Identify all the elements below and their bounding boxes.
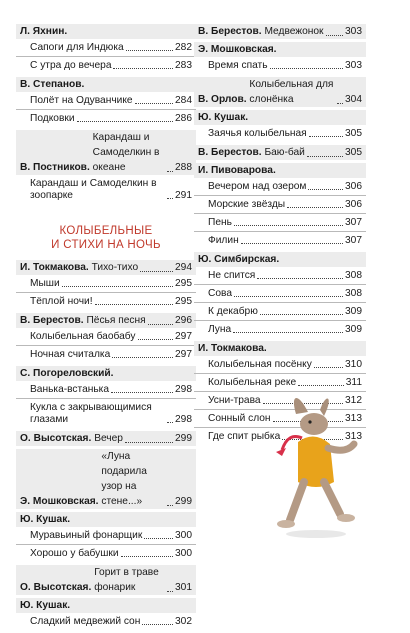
entry-title: К декабрю (208, 306, 258, 317)
author-name: В. Берестов. (198, 147, 262, 158)
author-name: С. Погореловский. (20, 368, 114, 379)
dot-leader (287, 206, 343, 208)
toc-section (16, 512, 196, 562)
author-row (16, 313, 196, 328)
dot-leader (142, 623, 173, 625)
entry-title: Сонный слон (208, 413, 271, 424)
toc-entry (16, 346, 196, 363)
toc-entry (194, 196, 366, 214)
entry-title: Вечер (94, 433, 123, 444)
toc-entry (16, 399, 196, 428)
dot-leader (233, 331, 343, 333)
dot-leader (260, 313, 343, 315)
toc-section (16, 77, 196, 127)
toc-entry (16, 527, 196, 545)
dot-leader (167, 590, 173, 592)
page-number: 300 (175, 548, 192, 559)
left-column (16, 22, 196, 633)
toc-entry (194, 57, 366, 74)
author-name: Л. Яхнин. (20, 26, 68, 37)
page-number: 312 (345, 395, 362, 406)
dot-leader (307, 155, 343, 157)
toc-entry (16, 545, 196, 562)
dot-leader (308, 188, 343, 190)
dot-leader (337, 102, 343, 104)
toc-section (194, 163, 366, 249)
toc-section (16, 565, 196, 595)
toc-section (194, 145, 366, 160)
dot-leader (138, 338, 174, 340)
right-column (194, 22, 366, 448)
page-number: 313 (345, 413, 362, 424)
author-row (16, 512, 196, 527)
dot-leader (257, 277, 343, 279)
entry-title: Хорошо у бабушки (30, 548, 119, 559)
heading-line: И СТИХИ НА НОЧЬ (51, 239, 161, 251)
dot-leader (144, 537, 173, 539)
page-number: 284 (175, 95, 192, 106)
dot-leader (167, 170, 173, 172)
toc-entry (16, 110, 196, 127)
page-number: 296 (175, 315, 192, 326)
page-number: 297 (175, 331, 192, 342)
author-row (194, 163, 366, 178)
entry-title: Пень (208, 217, 232, 228)
dot-leader (148, 323, 173, 325)
author-name: Ю. Кушак. (20, 600, 71, 611)
page-number: 297 (175, 349, 192, 360)
toc-entry (194, 178, 366, 196)
page-number: 309 (345, 306, 362, 317)
author-name: Ю. Симбирская. (198, 254, 280, 265)
toc-entry (16, 328, 196, 346)
dot-leader (77, 120, 173, 122)
author-name: О. Высотская. (20, 433, 92, 444)
page-number: 295 (175, 278, 192, 289)
toc-entry (194, 321, 366, 338)
toc-entry (194, 374, 366, 392)
toc-entry (194, 356, 366, 374)
entry-title: Луна (208, 324, 232, 335)
entry-title: Ванька-встанька (30, 384, 110, 395)
author-name: В. Берестов. (20, 315, 84, 326)
dot-leader (309, 135, 343, 137)
entry-title: Тихо-тихо (91, 262, 139, 273)
entry-title: Усни-трава (208, 395, 261, 406)
author-row (16, 366, 196, 381)
author-row (194, 24, 366, 39)
toc-section (194, 42, 366, 74)
author-name: Э. Мошковская. (20, 496, 99, 507)
toc-entry (16, 293, 196, 310)
author-row (16, 130, 196, 175)
page-number: 313 (345, 431, 362, 442)
dot-leader (270, 67, 343, 69)
page-number: 295 (175, 296, 192, 307)
dot-leader (125, 441, 173, 443)
toc-section (16, 598, 196, 630)
toc-entry (194, 285, 366, 303)
author-row (16, 260, 196, 275)
toc-entry (194, 267, 366, 285)
toc-entry (16, 275, 196, 293)
author-row (16, 449, 196, 509)
author-name: В. Орлов. (198, 94, 247, 105)
running-hare-illustration (268, 392, 364, 542)
toc-entry (16, 92, 196, 110)
entry-title: Ночная считалка (30, 349, 111, 360)
entry-title: Подковки (30, 113, 75, 124)
entry-title: Полёт на Одуванчике (30, 95, 133, 106)
author-name: Ю. Кушак. (198, 112, 249, 123)
entry-title: Медвежонок (264, 26, 324, 37)
toc-section (194, 77, 366, 107)
entry-title: Карандаш и Самоделкин в океане (92, 132, 160, 173)
author-row (16, 565, 196, 595)
dot-leader (112, 356, 173, 358)
entry-title: Колыбельная для слонёнка (249, 79, 334, 105)
heading-line: КОЛЫБЕЛЬНЫЕ (59, 225, 153, 237)
page-number: 283 (175, 60, 192, 71)
entry-title: Карандаш и Самоделкин в зоопарке (30, 178, 157, 201)
author-row (16, 431, 196, 446)
dot-leader (121, 555, 173, 557)
dot-leader (135, 102, 173, 104)
toc-entry (194, 303, 366, 321)
toc-section (16, 260, 196, 310)
page-number: 303 (345, 60, 362, 71)
toc-section (16, 313, 196, 363)
page-number: 306 (345, 199, 362, 210)
page-number: 305 (345, 128, 362, 139)
page-number: 294 (175, 262, 192, 273)
entry-title: «Луна подарила узор на стене...» (101, 451, 147, 507)
dot-leader (326, 34, 343, 36)
dot-leader (298, 384, 344, 386)
author-name: В. Берестов. (198, 26, 262, 37)
page-number: 307 (345, 217, 362, 228)
dot-leader (241, 242, 343, 244)
page-number: 311 (345, 377, 362, 388)
page-number: 298 (175, 384, 192, 395)
author-row (16, 24, 196, 39)
dot-leader (62, 285, 173, 287)
toc-section (194, 252, 366, 338)
author-row (194, 110, 366, 125)
author-name: В. Постников. (20, 162, 90, 173)
toc-section (16, 431, 196, 446)
author-row (16, 77, 196, 92)
entry-title: Не спится (208, 270, 256, 281)
dot-leader (126, 49, 173, 51)
author-row (16, 598, 196, 613)
page-number: 288 (175, 162, 192, 173)
entry-title: Баю-бай (264, 147, 305, 158)
dot-leader (113, 67, 173, 69)
author-name: И. Токмакова. (198, 343, 267, 354)
page-number: 302 (175, 616, 192, 627)
author-row (194, 252, 366, 267)
page-number: 299 (175, 433, 192, 444)
entry-title: С утра до вечера (30, 60, 112, 71)
page-number: 298 (175, 414, 192, 425)
author-row (194, 77, 366, 107)
entry-title: Морские звёзды (208, 199, 286, 210)
toc-section (16, 366, 196, 428)
toc-section (16, 449, 196, 509)
page-number: 306 (345, 181, 362, 192)
dot-leader (167, 504, 173, 506)
dot-leader (234, 295, 343, 297)
page-number: 305 (345, 147, 362, 158)
page-number: 304 (345, 94, 362, 105)
page-number: 309 (345, 324, 362, 335)
page-number: 307 (345, 235, 362, 246)
toc-entry (194, 125, 366, 142)
author-row (194, 341, 366, 356)
entry-title: Колыбельная реке (208, 377, 297, 388)
toc-entry (16, 381, 196, 399)
author-name: О. Высотская. (20, 582, 92, 593)
section-heading (16, 224, 196, 252)
toc-section (16, 24, 196, 74)
entry-title: Колыбельная посёнку (208, 359, 312, 370)
entry-title: Муравьиный фонарщик (30, 530, 143, 541)
toc-entry (194, 232, 366, 249)
dot-leader (140, 270, 173, 272)
entry-title: Заячья колыбельная (208, 128, 307, 139)
toc-section (16, 130, 196, 204)
page-number: 310 (345, 359, 362, 370)
entry-title: Время спать (208, 60, 268, 71)
entry-title: Колыбельная баобабу (30, 331, 136, 342)
author-name: И. Токмакова. (20, 262, 89, 273)
author-name: И. Пивоварова. (198, 165, 276, 176)
entry-title: Пёсья песня (86, 315, 146, 326)
dot-leader (95, 303, 173, 305)
author-name: Ю. Кушак. (20, 514, 71, 525)
entry-title: Мыши (30, 278, 60, 289)
toc-entry (16, 175, 196, 204)
page-number: 300 (175, 530, 192, 541)
author-name: Э. Мошковская. (198, 44, 277, 55)
page-number: 299 (175, 496, 192, 507)
toc-section (194, 110, 366, 142)
entry-title: Тёплой ночи! (30, 296, 93, 307)
entry-title: Горит в траве фонарик (94, 567, 159, 593)
entry-title: Сладкий медвежий сон (30, 616, 141, 627)
page-number: 301 (175, 582, 192, 593)
page-number: 308 (345, 270, 362, 281)
page-number: 308 (345, 288, 362, 299)
entry-title: Сова (208, 288, 232, 299)
toc-entry (194, 214, 366, 232)
dot-leader (314, 366, 343, 368)
dot-leader (234, 224, 343, 226)
toc-entry (16, 613, 196, 630)
author-name: В. Степанов. (20, 79, 85, 90)
toc-entry (16, 57, 196, 74)
toc-entry (16, 39, 196, 57)
dot-leader (167, 421, 173, 423)
entry-title: Вечером над озером (208, 181, 307, 192)
page-number: 291 (175, 190, 192, 201)
entry-title: Филин (208, 235, 239, 246)
page-number: 303 (345, 26, 362, 37)
page-number: 282 (175, 42, 192, 53)
entry-title: Сапоги для Индюка (30, 42, 124, 53)
author-row (194, 42, 366, 57)
toc-section (194, 24, 366, 39)
entry-title: Кукла с закрывающимися глазами (30, 402, 152, 425)
page-number: 286 (175, 113, 192, 124)
author-row (194, 145, 366, 160)
dot-leader (111, 391, 173, 393)
entry-title: Где спит рыбка (208, 431, 281, 442)
dot-leader (167, 197, 173, 199)
